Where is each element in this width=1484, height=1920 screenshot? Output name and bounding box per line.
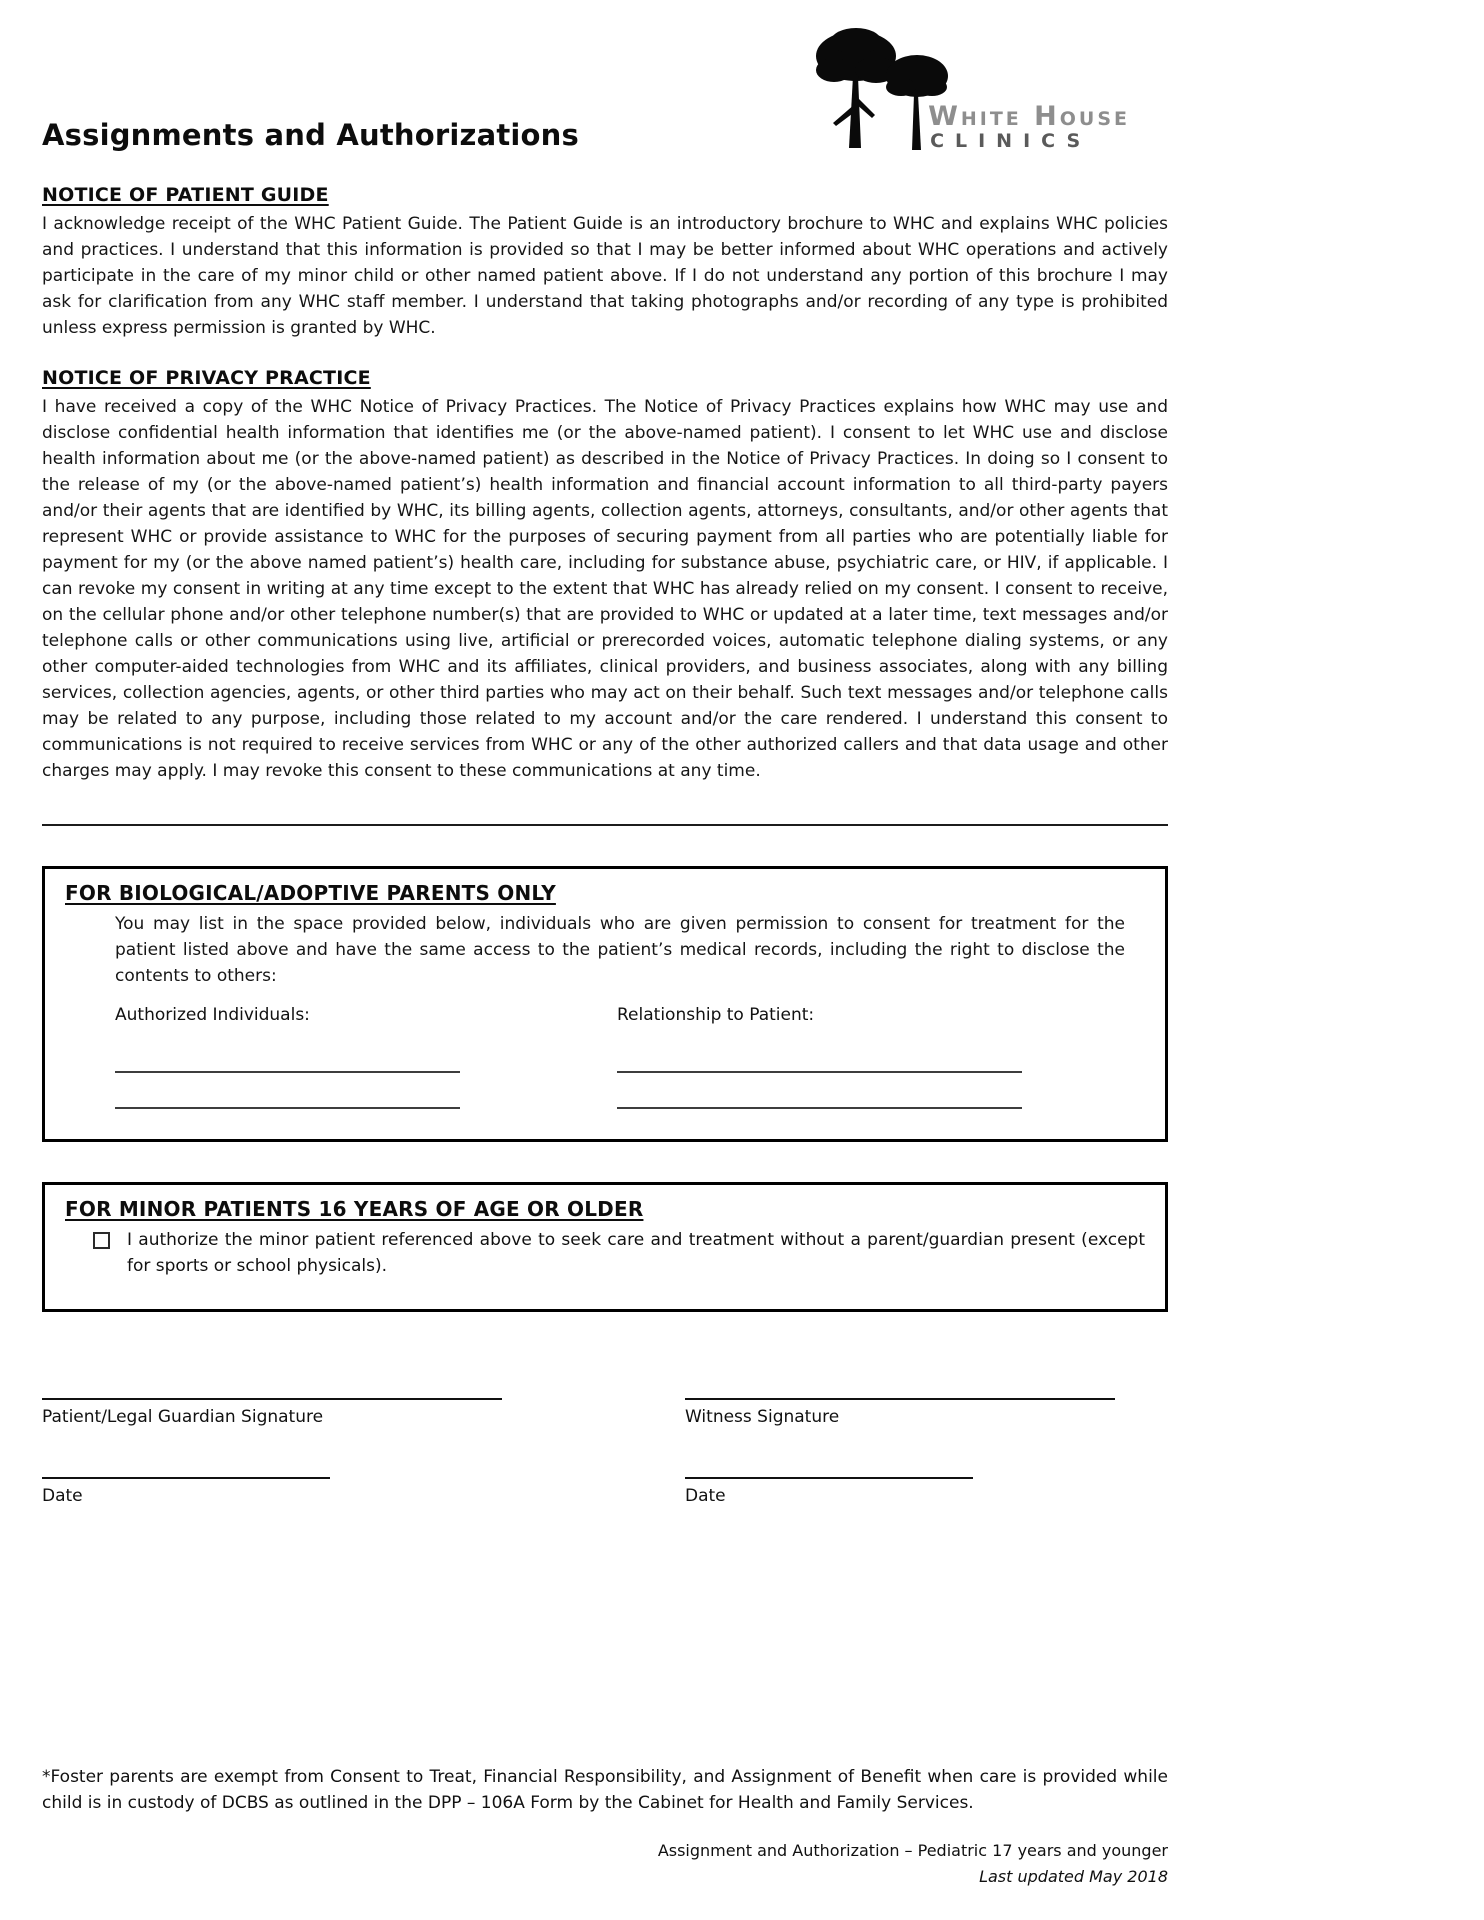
- minor-consent-checkbox[interactable]: [93, 1232, 110, 1249]
- privacy-practice-text: I have received a copy of the WHC Notice of Privacy Practices. The Notice of Privacy Practices explains how WHC may use and disclose confidential health information that identifies me (or the above-named patient). I consent to let WHC use and disclose health information about me (or the above-named patient) as described in the Notice of Privacy Practices. In doing so I consent to the release of my (or the above-named patient’s) health information and financial account information to all third-party payers and/or their agents that are identified by WHC, its billing agents, collection agents, attorneys, consultants, and/or other agents that represent WHC or provide assistance to WHC for the purposes of securing payment from all parties who are potentially liable for payment for my (or the above named patient’s) health care, including for substance abuse, psychiatric care, or HIV, if applicable. I can revoke my consent in writing at any time except to the extent that WHC has already relied on my consent. I consent to receive, on the cellular phone and/or other telephone number(s) that are provided to WHC or updated at a later time, text messages and/or telephone calls or other communications using live, artificial or prerecorded voices, automatic telephone dialing systems, or any other computer-aided technologies from WHC and its affiliates, clinical providers, and business associates, along with any billing services, collection agencies, agents, or other third parties who may act on their behalf. Such text messages and/or telephone calls may be related to any purpose, including those related to my account and/or the care rendered. I understand this consent to communications is not required to receive services from WHC or any of the other authorized callers and that data usage and other charges may apply. I may revoke this consent to these communications at any time.: [42, 397, 1168, 781]
- witness-signature-line[interactable]: [685, 1384, 1115, 1400]
- page-footer: [42, 1838, 1168, 1890]
- page-title: Assignments and Authorizations: [42, 118, 579, 152]
- signature-section: [42, 1384, 1168, 1506]
- minor-patients-box: [42, 1182, 1168, 1312]
- patient-date-line[interactable]: [42, 1463, 330, 1479]
- minor-patients-heading: FOR MINOR PATIENTS 16 YEARS OF AGE OR OLDER: [65, 1197, 644, 1221]
- patient-guide-text: I acknowledge receipt of the WHC Patient Guide. The Patient Guide is an introductory brochure to WHC and explains WHC policies and practices. I understand that this information is provided so that I may be better informed about WHC operations and actively participate in the care of my minor child or other named patient above. If I do not understand any portion of this brochure I may ask for clarification from any WHC staff member. I understand that taking photographs and/or recording of any type is prohibited unless express permission is granted by WHC.: [42, 214, 1168, 338]
- authorized-individual-field-2[interactable]: [115, 1091, 460, 1109]
- witness-date-line[interactable]: [685, 1463, 973, 1479]
- foster-parents-footnote: *Foster parents are exempt from Consent to Treat, Financial Responsibility, and Assignment of Benefit when care is provided while child is in custody of DCBS as outlined in the DPP – 106A Form by the Cabinet for Health and Family Services.: [42, 1767, 1168, 1813]
- minor-consent-text: I authorize the minor patient referenced above to seek care and treatment without a parent/guardian present (except for sports or school physicals).: [127, 1230, 1145, 1276]
- footer-document-name: Assignment and Authorization – Pediatric 17 years and younger: [657, 1841, 1168, 1860]
- patient-date-label: Date: [42, 1486, 83, 1506]
- section-divider: [42, 824, 1168, 826]
- clinic-name-line1: White House: [928, 100, 1130, 132]
- clinic-name-line2: CLINICS: [930, 130, 1092, 153]
- biological-parents-box: [42, 866, 1168, 1142]
- page-bottom: [42, 1764, 1168, 1890]
- minor-consent-row: [93, 1227, 1145, 1279]
- relationship-label: Relationship to Patient:: [617, 1005, 815, 1025]
- section-patient-guide: [42, 184, 1168, 341]
- authorized-individuals-label: Authorized Individuals:: [115, 1005, 310, 1025]
- section-privacy-practice: [42, 367, 1168, 784]
- witness-signature-cell: [685, 1384, 1115, 1427]
- biological-parents-text: You may list in the space provided below, individuals who are given permission to consent for treatment for the patient listed above and have the same access to the patient’s medical records, including the right to disclose the contents to others:: [115, 914, 1125, 986]
- witness-signature-label: Witness Signature: [685, 1407, 840, 1427]
- page-header: [42, 0, 1168, 152]
- privacy-practice-heading: NOTICE OF PRIVACY PRACTICE: [42, 367, 371, 389]
- clinic-name: [928, 100, 1130, 154]
- relationship-field-2[interactable]: [617, 1091, 1022, 1109]
- relationship-field-1[interactable]: [617, 1055, 1022, 1073]
- patient-signature-line[interactable]: [42, 1384, 502, 1400]
- witness-date-cell: [685, 1463, 973, 1506]
- date-row: [42, 1463, 1168, 1506]
- patient-guide-heading: NOTICE OF PATIENT GUIDE: [42, 184, 329, 206]
- clinic-logo: [812, 26, 1130, 154]
- footer-last-updated: Last updated May 2018: [979, 1867, 1168, 1886]
- patient-date-cell: [42, 1463, 685, 1506]
- authorized-row-2: [115, 1091, 1145, 1109]
- authorized-labels-row: [115, 1005, 1145, 1025]
- patient-signature-label: Patient/Legal Guardian Signature: [42, 1407, 324, 1427]
- biological-parents-heading: FOR BIOLOGICAL/ADOPTIVE PARENTS ONLY: [65, 881, 556, 905]
- authorized-individual-field-1[interactable]: [115, 1055, 460, 1073]
- patient-signature-cell: [42, 1384, 685, 1427]
- witness-date-label: Date: [685, 1486, 726, 1506]
- signature-row: [42, 1384, 1168, 1427]
- authorized-row-1: [115, 1055, 1145, 1073]
